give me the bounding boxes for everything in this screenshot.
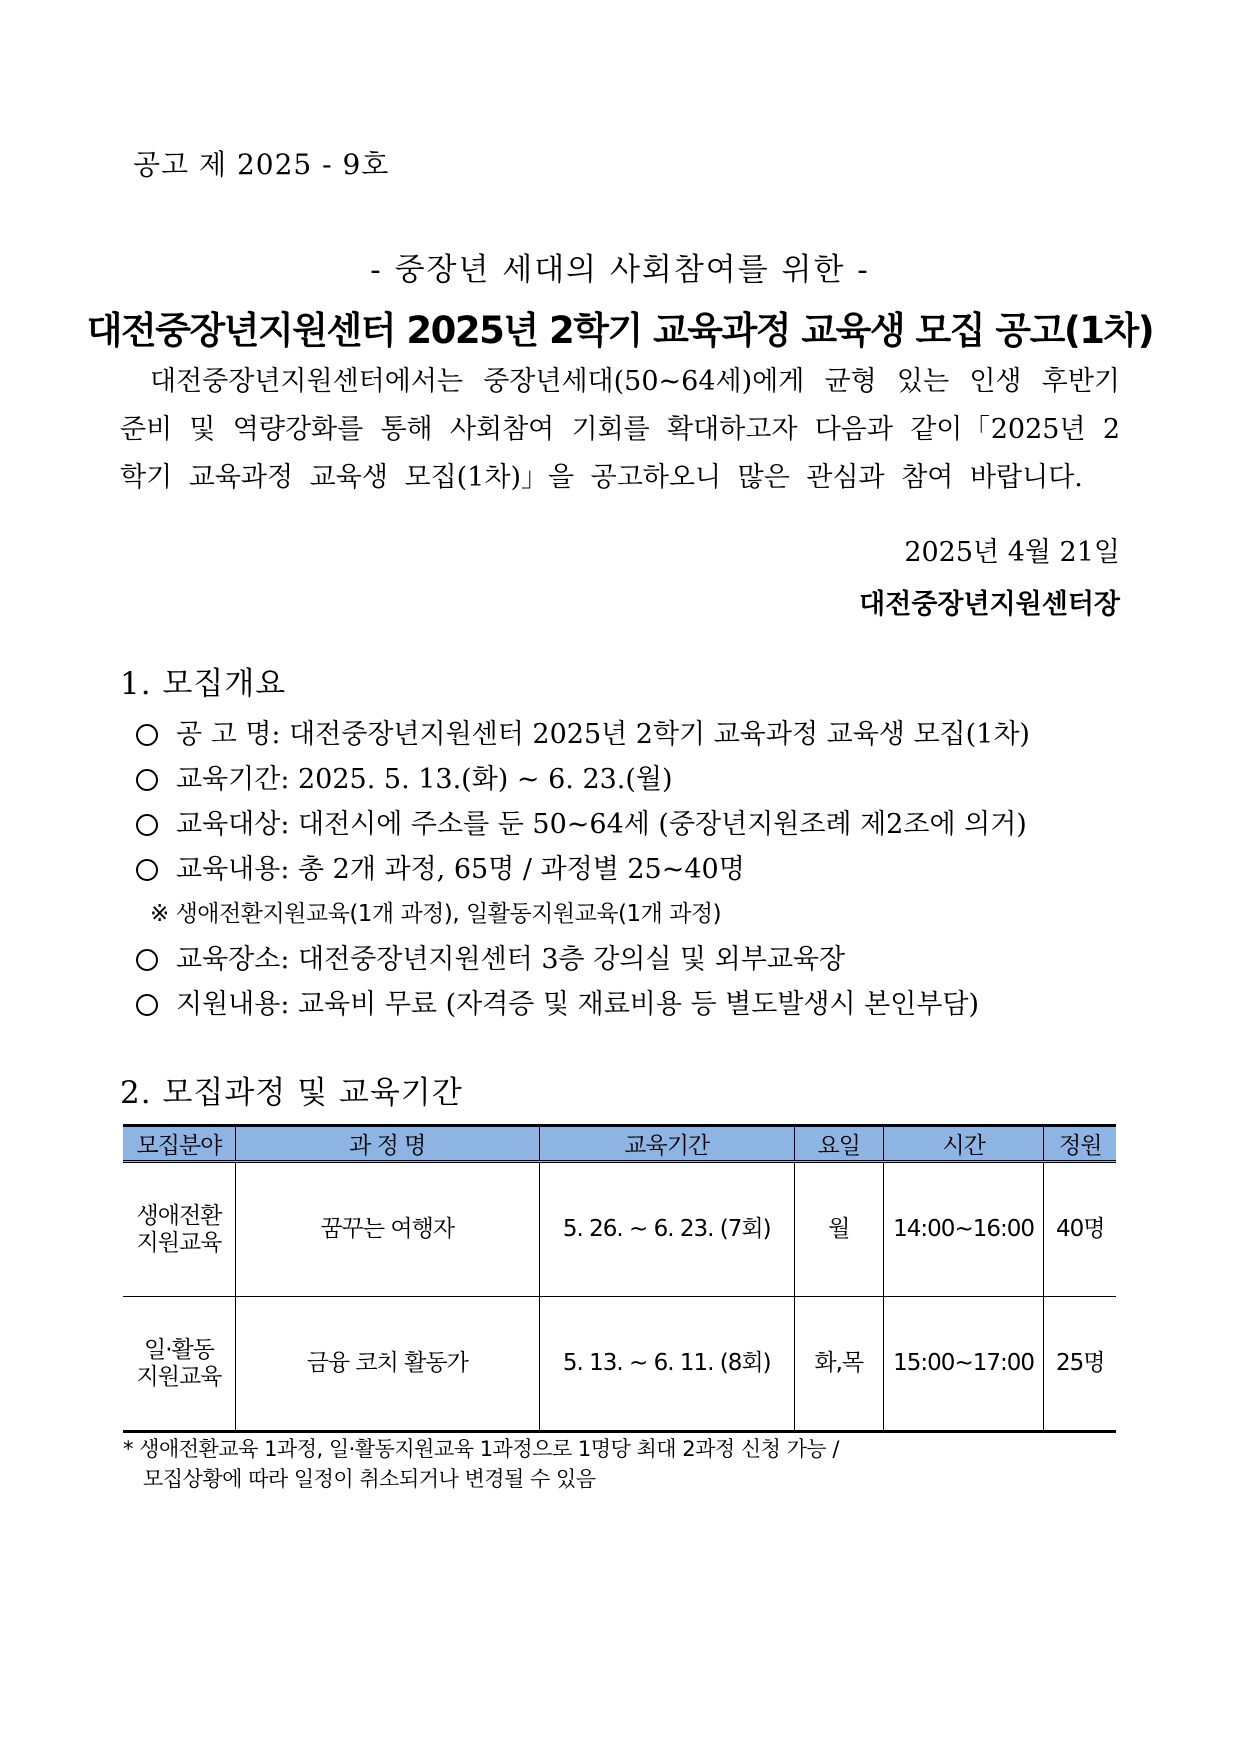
header-field: 모집분야 [123, 1126, 235, 1162]
circle-bullet-icon [136, 859, 158, 881]
circle-bullet-icon [136, 769, 158, 791]
cell-time: 14:00~16:00 [883, 1162, 1044, 1297]
table-footnote: * 생애전환교육 1과정, 일·활동지원교육 1과정으로 1명당 최대 2과정 신청 가능 / 모집상황에 따라 일정이 취소되거나 변경될 수 있음 [123, 1437, 839, 1491]
cell-course: 금융 코치 활동가 [235, 1297, 539, 1432]
circle-bullet-icon [136, 724, 158, 746]
circle-bullet-icon [136, 814, 158, 836]
cell-day: 화,목 [794, 1297, 883, 1432]
list-note: ※ 생애전환지원교육(1개 과정), 일활동지원교육(1개 과정) [150, 901, 722, 927]
table-header-row [123, 1126, 1116, 1162]
header-day: 요일 [794, 1126, 883, 1162]
course-table [123, 1124, 1116, 1433]
section-1-title: 1. 모집개요 [120, 666, 287, 702]
cell-period: 5. 13. ~ 6. 11. (8회) [539, 1297, 794, 1432]
overview-list [130, 712, 1130, 1027]
cell-capacity: 40명 [1044, 1162, 1116, 1297]
list-item: 교육내용: 총 2개 과정, 65명 / 과정별 25~40명 [130, 847, 1130, 892]
section-2-title: 2. 모집과정 및 교육기간 [120, 1075, 463, 1111]
cell-time: 15:00~17:00 [883, 1297, 1044, 1432]
notice-date: 2025년 4월 21일 [904, 537, 1120, 568]
circle-bullet-icon [136, 994, 158, 1016]
list-item: 교육기간: 2025. 5. 13.(화) ~ 6. 23.(월) [130, 757, 1130, 802]
cell-period: 5. 26. ~ 6. 23. (7회) [539, 1162, 794, 1297]
header-time: 시간 [883, 1126, 1044, 1162]
intro-paragraph: 대전중장년지원센터에서는 중장년세대(50~64세)에게 균형 있는 인생 후반기 준비 및 역량강화를 통해 사회참여 기회를 확대하고자 다음과 같이「2025년 2학기 교육과정 교육생 모집(1차)」을 공고하오니 많은 관심과 참여 바랍니다. [120, 366, 1120, 493]
list-item: 교육장소: 대전중장년지원센터 3층 강의실 및 외부교육장 [130, 937, 1130, 982]
list-item: 지원내용: 교육비 무료 (자격증 및 재료비용 등 별도발생시 본인부담) [130, 982, 1130, 1027]
notice-number: 공고 제 2025 - 9호 [133, 148, 390, 181]
header-course: 과 정 명 [235, 1126, 539, 1162]
list-item: 교육대상: 대전시에 주소를 둔 50~64세 (중장년지원조례 제2조에 의거) [130, 802, 1130, 847]
header-capacity: 정원 [1044, 1126, 1116, 1162]
table-row [123, 1162, 1116, 1297]
circle-bullet-icon [136, 949, 158, 971]
cell-field: 생애전환 지원교육 [123, 1162, 235, 1297]
signer: 대전중장년지원센터장 [859, 589, 1120, 620]
cell-day: 월 [794, 1162, 883, 1297]
page-title: 대전중장년지원센터 2025년 2학기 교육과정 교육생 모집 공고(1차) [86, 309, 1154, 352]
cell-capacity: 25명 [1044, 1297, 1116, 1432]
subtitle: - 중장년 세대의 사회참여를 위한 - [370, 252, 870, 288]
cell-field: 일·활동 지원교육 [123, 1297, 235, 1432]
header-period: 교육기간 [539, 1126, 794, 1162]
table-row [123, 1297, 1116, 1432]
cell-course: 꿈꾸는 여행자 [235, 1162, 539, 1297]
list-item: 공 고 명: 대전중장년지원센터 2025년 2학기 교육과정 교육생 모집(1차) [130, 712, 1130, 757]
